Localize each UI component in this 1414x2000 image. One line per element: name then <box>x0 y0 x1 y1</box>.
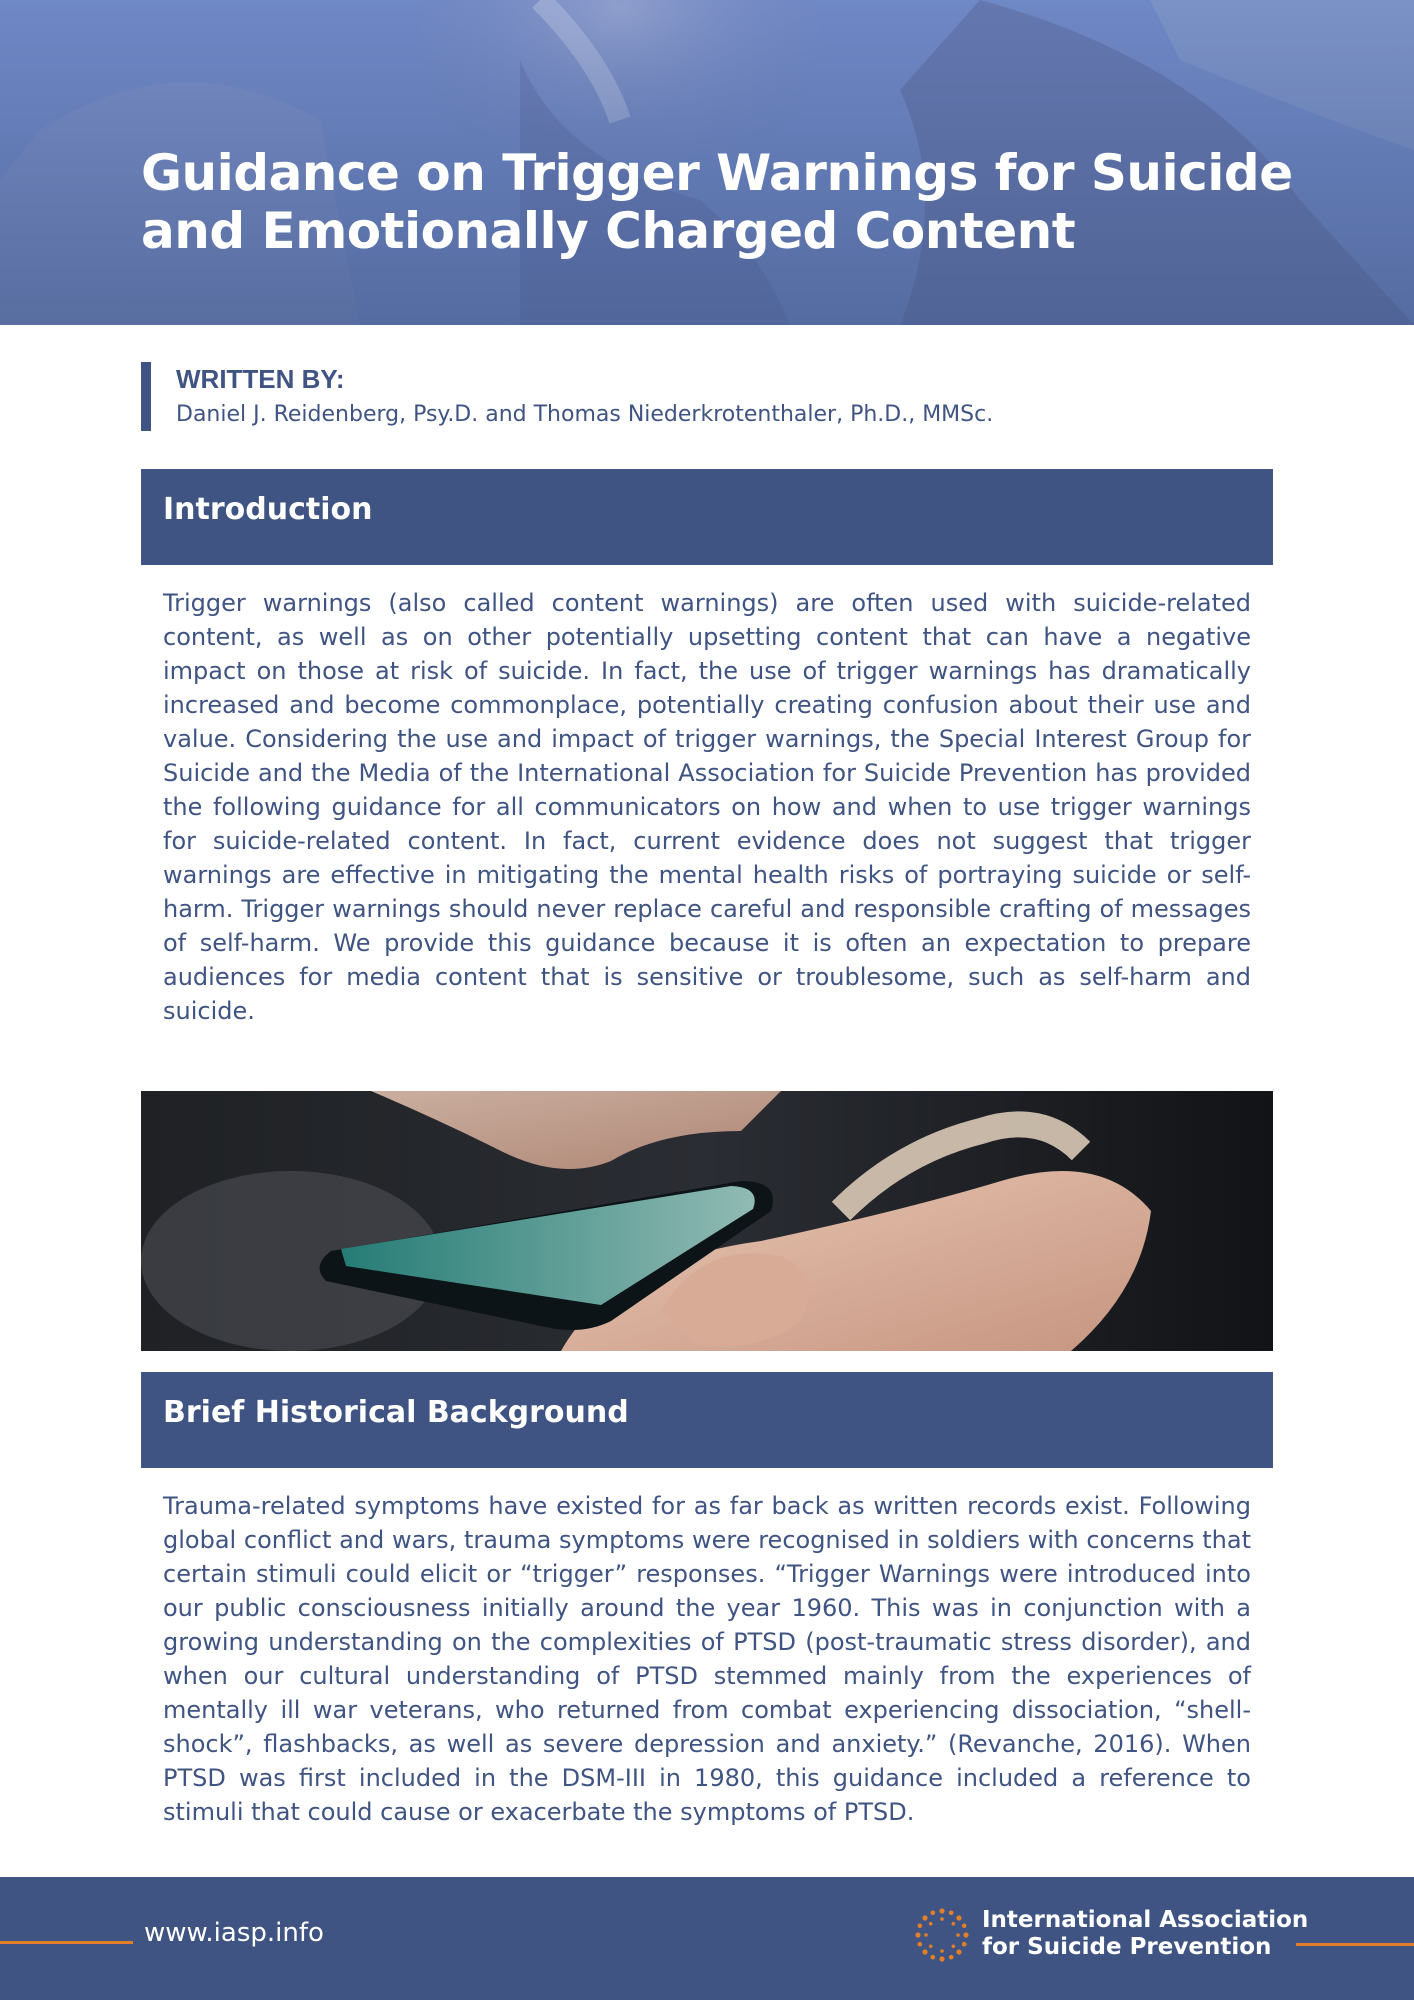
footer-accent-line-left <box>0 1941 133 1944</box>
author-names: Daniel J. Reidenberg, Psy.D. and Thomas Niederkrotenthaler, Ph.D., MMSc. <box>176 402 994 427</box>
author-heading: WRITTEN BY: <box>176 364 345 394</box>
section-title: Introduction <box>163 492 373 527</box>
section-header-introduction <box>141 469 1273 565</box>
smartphone-photo <box>141 1091 1273 1351</box>
website-link[interactable]: www.iasp.info <box>144 1918 324 1948</box>
introduction-paragraph: Trigger warnings (also called content warnings) are often used with suicide-related content, as well as on other potentially upsetting content that can have a negative impact on those at risk of suicide. In fact, the use of trigger warnings has dramatically increased and become commonplace, potentially creating confusion about their use and value. Considering the use and impact of trigger warnings, the Special Interest Group for Suicide and the Media of the International Association for Suicide Prevention has provided the following guidance for all communicators on how and when to use trigger warnings for suicide-related content. In fact, current evidence does not suggest that trigger warnings are effective in mitigating the mental health risks of portraying suicide or self-harm. Trigger warnings should never replace careful and responsible crafting of messages of self-harm. We provide this guidance because it is often an expectation to prepare audiences for media content that is sensitive or troublesome, such as self-harm and suicide. <box>163 589 1251 1025</box>
section-title: Brief Historical Background <box>163 1395 629 1430</box>
iasp-sunburst-logo-icon <box>912 1905 972 1965</box>
organization-name-line2: for Suicide Prevention <box>982 1934 1272 1960</box>
historical-background-paragraph: Trauma-related symptoms have existed for as far back as written records exist. Following global conflict and wars, trauma symptoms were recognised in soldiers with concerns that certain stimuli could elicit or “trigger” responses. “Trigger Warnings were introduced into our public consciousness initially around the year 1960. This was in conjunction with a growing understanding on the complexities of PTSD (post-traumatic stress disorder), and when our cultural understanding of PTSD stemmed mainly from the experiences of mentally ill war veterans, who returned from combat experiencing dissociation, “shell-shock”, flashbacks, as well as severe depression and anxiety.” (Revanche, 2016). When PTSD was first included in the DSM-III in 1980, this guidance included a reference to stimuli that could cause or exacerbate the symptoms of PTSD. <box>163 1492 1251 1826</box>
organization-name-line1: International Association <box>982 1907 1309 1933</box>
section-header-historical-background <box>141 1372 1273 1468</box>
footer-accent-line-right <box>1296 1943 1414 1946</box>
document-title: Guidance on Trigger Warnings for Suicide and Emotionally Charged Content <box>141 144 1293 260</box>
hero-banner <box>0 0 1414 325</box>
organization-name <box>982 1907 1308 1961</box>
author-accent-bar <box>141 362 151 431</box>
